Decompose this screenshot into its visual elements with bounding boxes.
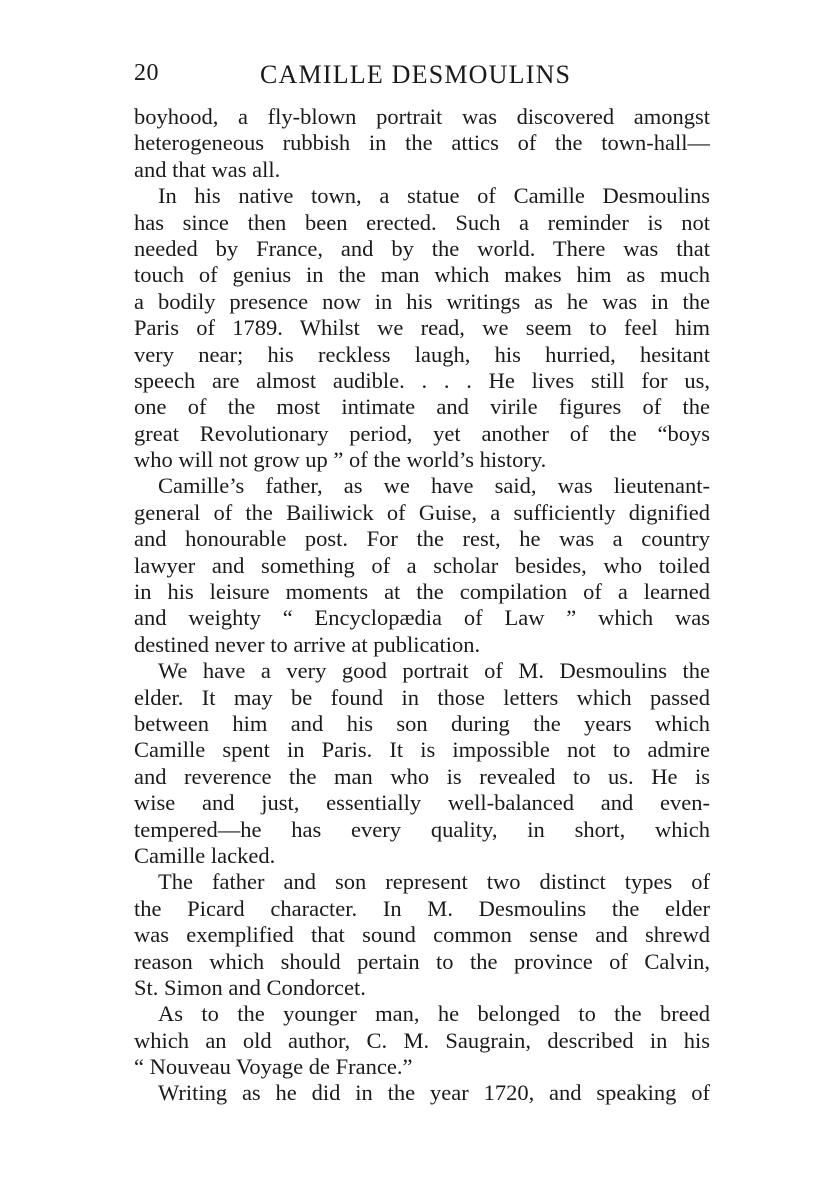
text-line: wise and just, essentially well-balanced and even-	[134, 790, 710, 816]
text-line: Camille lacked.	[134, 842, 276, 868]
text-line: which an old author, C. M. Saugrain, described in his	[134, 1027, 710, 1053]
running-head	[134, 60, 710, 94]
text-line: the Picard character. In M. Desmoulins the elder	[134, 895, 710, 921]
text-line: and that was all.	[134, 156, 281, 182]
text-line: a bodily presence now in his writings as he was in the	[134, 288, 710, 314]
text-line: In his native town, a statue of Camille Desmoulins	[158, 183, 710, 209]
text-line: and honourable post. For the rest, he was a country	[134, 526, 710, 552]
text-line: great Revolutionary period, yet another of the “boys	[134, 420, 710, 446]
text-line: elder. It may be found in those letters which passed	[134, 684, 710, 710]
text-line: Paris of 1789. Whilst we read, we seem to feel him	[134, 315, 710, 341]
page-number: 20	[134, 60, 159, 86]
text-line: needed by France, and by the world. There was that	[134, 235, 710, 261]
text-line: Camille’s father, as we have said, was lieutenant-	[158, 473, 710, 499]
text-line: tempered—he has every quality, in short, which	[134, 816, 710, 842]
text-line: lawyer and something of a scholar besides, who toiled	[134, 552, 710, 578]
text-line: touch of genius in the man which makes him as much	[134, 262, 710, 288]
text-line: Writing as he did in the year 1720, and speaking of	[158, 1080, 710, 1106]
text-line: has since then been erected. Such a reminder is not	[134, 209, 710, 235]
body-text	[134, 104, 710, 1107]
text-line: who will not grow up ” of the world’s history.	[134, 447, 547, 473]
running-title: CAMILLE DESMOULINS	[260, 60, 572, 89]
text-line: general of the Bailiwick of Guise, a sufficiently dignified	[134, 499, 710, 525]
text-line: was exemplified that sound common sense and shrewd	[134, 922, 710, 948]
text-line: very near; his reckless laugh, his hurried, hesitant	[134, 341, 710, 367]
text-line: “ Nouveau Voyage de France.”	[134, 1054, 413, 1080]
text-line: and weighty “ Encyclopædia of Law ” which was	[134, 605, 710, 631]
text-line: Camille spent in Paris. It is impossible not to admire	[134, 737, 710, 763]
text-line: and reverence the man who is revealed to us. He is	[134, 763, 710, 789]
text-line: in his leisure moments at the compilation of a learned	[134, 579, 710, 605]
text-line: destined never to arrive at publication.	[134, 631, 481, 657]
text-line: speech are almost audible. . . . He lives still for us,	[134, 367, 710, 393]
text-line: As to the younger man, he belonged to the breed	[158, 1001, 710, 1027]
text-line: one of the most intimate and virile figures of the	[134, 394, 710, 420]
text-line: between him and his son during the years which	[134, 710, 710, 736]
text-line: We have a very good portrait of M. Desmoulins the	[158, 658, 710, 684]
text-line: St. Simon and Condorcet.	[134, 974, 366, 1000]
text-line: reason which should pertain to the province of Calvin,	[134, 948, 710, 974]
text-line: heterogeneous rubbish in the attics of the town-hall—	[134, 130, 710, 156]
text-line: The father and son represent two distinct types of	[158, 869, 710, 895]
text-line: boyhood, a fly-blown portrait was discovered amongst	[134, 104, 710, 129]
